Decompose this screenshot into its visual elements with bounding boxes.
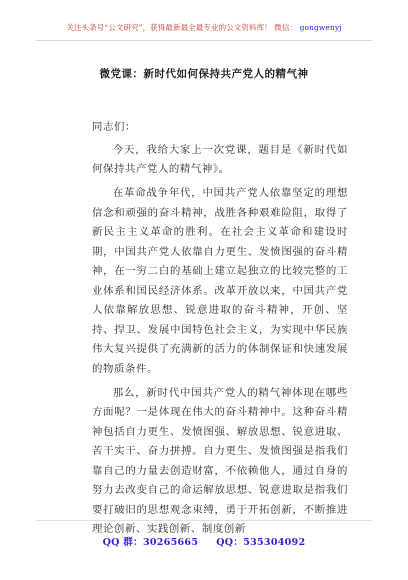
salutation: 同志们：: [92, 121, 136, 133]
footer-divider: [36, 520, 372, 521]
qq-group-label: QQ 群：: [102, 537, 143, 548]
header-wechat-id: gongwenyj: [299, 23, 342, 32]
paragraph-spirit: 那么，新时代中国共产党人的精气神体现在哪些方面呢？一是体现在伟大的奋斗精神中。这种奋斗精神包括自力更生、发愤图强、解放思想、锐意进取、苦干实干、奋力拼搏。自力更生、发愤图强是指我们靠自己的力量去创造财富，不依赖他人，通过自身的努力去改变自己的命运解放思想、锐意进取是指我们要打破旧的思想观念束缚，勇于开拓创新，不断推进理论创新、实践创新、制度创新: [92, 386, 348, 535]
header-divider: [36, 40, 372, 41]
qq-number: 535304092: [243, 537, 306, 548]
header-wechat-label: 微信：: [274, 23, 298, 32]
header-banner: [0, 22, 408, 33]
footer-contact: [0, 534, 408, 548]
paragraph-history: 在革命战争年代，中国共产党人依靠坚定的理想信念和顽强的奋斗精神，战胜各种艰难险阻，取得了新民主主义革命的胜利。在社会主义革命和建设时期，中国共产党人依靠自力更生、发愤图强的奋斗精神，在一穷二白的基础上建立起独立的比较完整的工业体系和国民经济体系。改革开放以来，中国共产党人依靠解放思想、锐意进取的奋斗精神，开创、坚持、捍卫、发展中国特色社会主义，为实现中华民族伟大复兴提供了充满新的活力的体制保证和快速发展的物质条件。: [92, 187, 348, 375]
qq-label: QQ：: [216, 537, 244, 548]
document-body: [92, 118, 348, 544]
paragraph-intro: 今天，我给大家上一次党课，题目是《新时代如何保持共产党人的精气神》。: [92, 143, 348, 175]
qq-group-number: 30265665: [142, 537, 199, 548]
header-promo-text: 关注头条号“公文研究”，获得最新最全最专业的公文资料库！: [66, 23, 272, 32]
document-title: 微党课：新时代如何保持共产党人的精气神: [99, 68, 309, 80]
